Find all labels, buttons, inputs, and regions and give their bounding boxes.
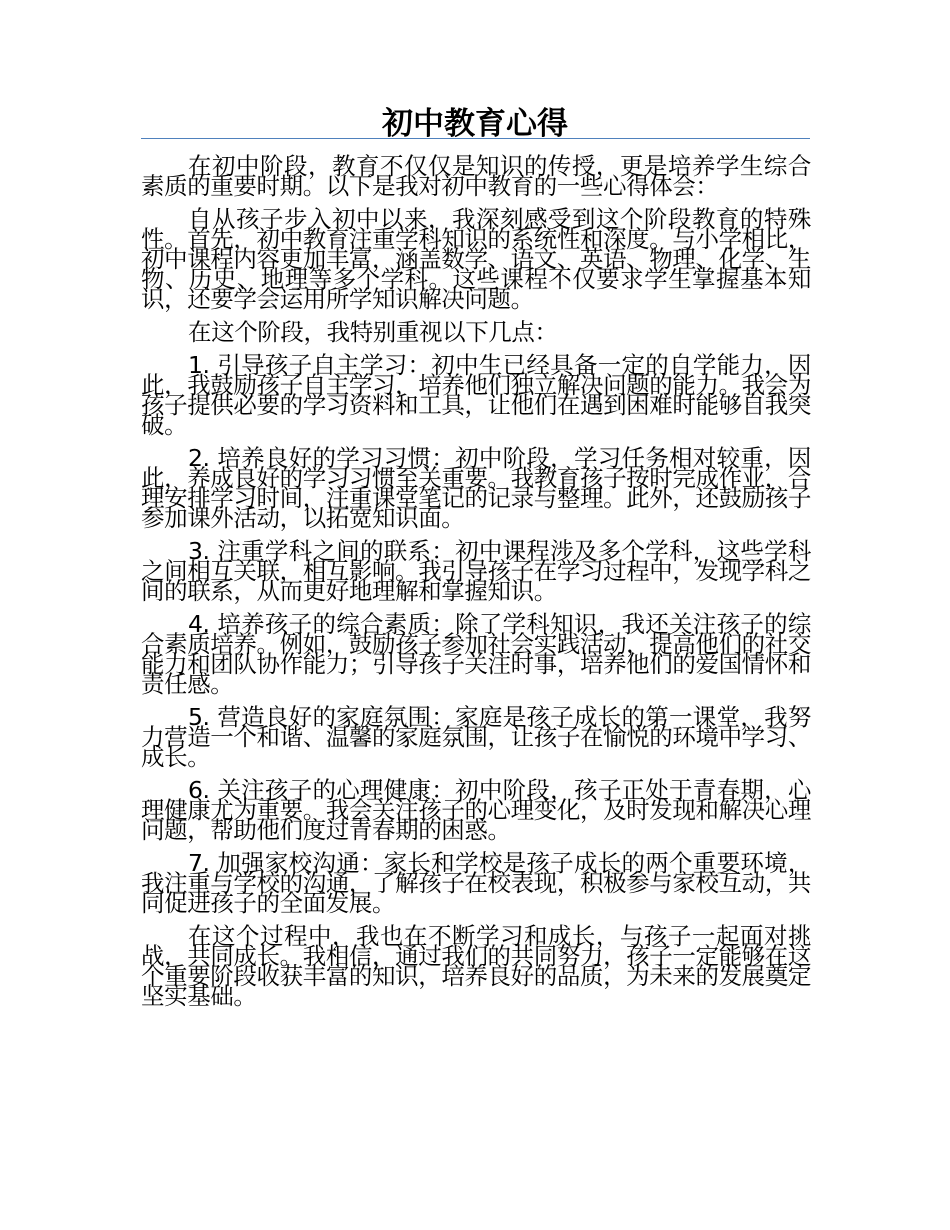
document-body — [141, 152, 811, 1019]
points-intro-paragraph: 在这个阶段，我特别重视以下几点： — [188, 318, 558, 346]
page-title: 初中教育心得 — [382, 106, 568, 142]
intro-paragraph: 在初中阶段，教育不仅仅是知识的传授，更是培养学生综合素质的重要时期。以下是我对初中教育的一些心得体会： — [141, 152, 811, 200]
point-2-paragraph: 2. 培养良好的学习习惯：初中阶段，学习任务相对较重，因此，养成良好的学习习惯至关重要。我教育孩子按时完成作业，合理安排学习时间，注重课堂笔记的记录与整理。此外，还鼓励孩子参加课外活动，以拓宽知识面。 — [141, 444, 811, 532]
overview-paragraph: 自从孩子步入初中以来，我深刻感受到这个阶段教育的特殊性。首先，初中教育注重学科知识的系统性和深度。与小学相比，初中课程内容更加丰富，涵盖数学、语文、英语、物理、化学、生物、历史、地理等多个学科。这些课程不仅要求学生掌握基本知识，还要学会运用所学知识解决问题。 — [141, 205, 811, 313]
conclusion-paragraph: 在这个过程中，我也在不断学习和成长，与孩子一起面对挑战，共同成长。我相信，通过我们的共同努力，孩子一定能够在这个重要阶段收获丰富的知识，培养良好的品质，为未来的发展奠定坚实基础。 — [141, 922, 811, 1010]
point-3-paragraph: 3. 注重学科之间的联系：初中课程涉及多个学科，这些学科之间相互关联，相互影响。我引导孩子在学习过程中，发现学科之间的联系，从而更好地理解和掌握知识。 — [141, 537, 811, 605]
point-6-paragraph: 6. 关注孩子的心理健康：初中阶段，孩子正处于青春期，心理健康尤为重要。我会关注孩子的心理变化，及时发现和解决心理问题，帮助他们度过青春期的困惑。 — [141, 776, 811, 844]
title-underline — [141, 138, 810, 139]
point-5-paragraph: 5. 营造良好的家庭氛围：家庭是孩子成长的第一课堂，我努力营造一个和谐、温馨的家庭氛围，让孩子在愉悦的环境中学习、成长。 — [141, 703, 811, 771]
point-7-paragraph: 7. 加强家校沟通：家长和学校是孩子成长的两个重要环境，我注重与学校的沟通，了解孩子在校表现，积极参与家校互动，共同促进孩子的全面发展。 — [141, 849, 811, 917]
point-4-paragraph: 4. 培养孩子的综合素质：除了学科知识，我还关注孩子的综合素质培养。例如，鼓励孩子参加社会实践活动，提高他们的社交能力和团队协作能力；引导孩子关注时事，培养他们的爱国情怀和责任感。 — [141, 610, 811, 698]
point-1-paragraph: 1. 引导孩子自主学习：初中生已经具备一定的自学能力，因此，我鼓励孩子自主学习，培养他们独立解决问题的能力。我会为孩子提供必要的学习资料和工具，让他们在遇到困难时能够自我突破。 — [141, 351, 811, 439]
